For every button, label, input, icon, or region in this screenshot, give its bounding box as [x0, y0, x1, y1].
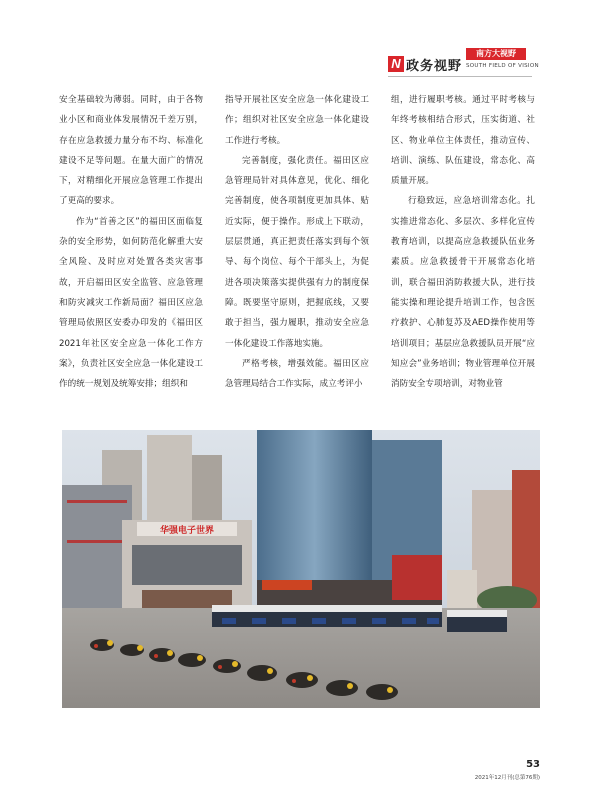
header-divider	[388, 76, 532, 77]
magazine-subtitle: SOUTH FIELD OF VISION	[466, 63, 539, 69]
header-logo-icon: N	[388, 56, 404, 72]
paragraph: 作为“首善之区”的福田区面临复杂的安全形势，如何防范化解重大安全风险、及时应对处置各类灾害事故，开启福田区安全监管、应急管理和防灾减灾工作新局面？福田区应急管理局依照区安委办印发的《福田区2021年社区安全应急一体化工作方案》，负责社区安全应急一体化建设工作的统一规划及统筹安排；组织和	[59, 216, 203, 390]
page-number: 53	[526, 759, 540, 770]
paragraph: 完善制度，强化责任。福田区应急管理局针对具体意见，优化、细化完善制度，使各项制度更加具体、贴近实际，便于操作。形成上下联动，层层贯通，真正把责任落实到每个领导、每个岗位、每个干部头上，为促进各项决策落实提供强有力的制度保障。既要坚守原则，把握底线，又要敢于担当，强力履职，推动安全应急一体化建设工作落地实施。	[225, 155, 369, 349]
text-column-2	[225, 90, 369, 394]
paragraph: 组，进行履职考核。通过平时考核与年终考核相结合形式，压实街道、社区、物业单位主体责任，推动宣传、培训、演练、队伍建设，常态化、高质量开展。	[391, 95, 535, 187]
magazine-badge: 南方大视野	[466, 48, 526, 60]
paragraph: 指导开展社区安全应急一体化建设工作；组织对社区安全应急一体化建设工作进行考核。	[225, 95, 369, 146]
paragraph: 安全基础较为薄弱。同时，由于各物业小区和商业体发展情况千差万别，存在应急救援力量分布不均、标准化建设不足等问题。在量大面广的情况下，对精细化开展应急管理工作提出了更高的要求。	[59, 95, 203, 207]
mall-sign: 华强电子世界	[159, 526, 215, 536]
issue-info: 2021年12月刊(总第76期)	[474, 775, 540, 781]
text-column-3	[391, 90, 535, 394]
text-column-1	[59, 90, 203, 394]
paragraph: 行稳致远，应急培训常态化。扎实推进常态化、多层次、多样化宣传教育培训，以提高应急救援队伍业务素质。应急救援骨干开展常态化培训，联合福田消防救援大队，进行技能实操和理论提升培训工作，包含医疗救护、心肺复苏及AED操作使用等培训项目；基层应急救援队员开展“应知应会”业务培训；物业管理单位开展消防安全专项培训，对物业管	[391, 196, 535, 390]
event-photo	[62, 430, 540, 708]
section-title: 政务视野	[406, 59, 463, 74]
paragraph: 严格考核，增强效能。福田区应急管理局结合工作实际，成立考评小	[225, 358, 369, 390]
